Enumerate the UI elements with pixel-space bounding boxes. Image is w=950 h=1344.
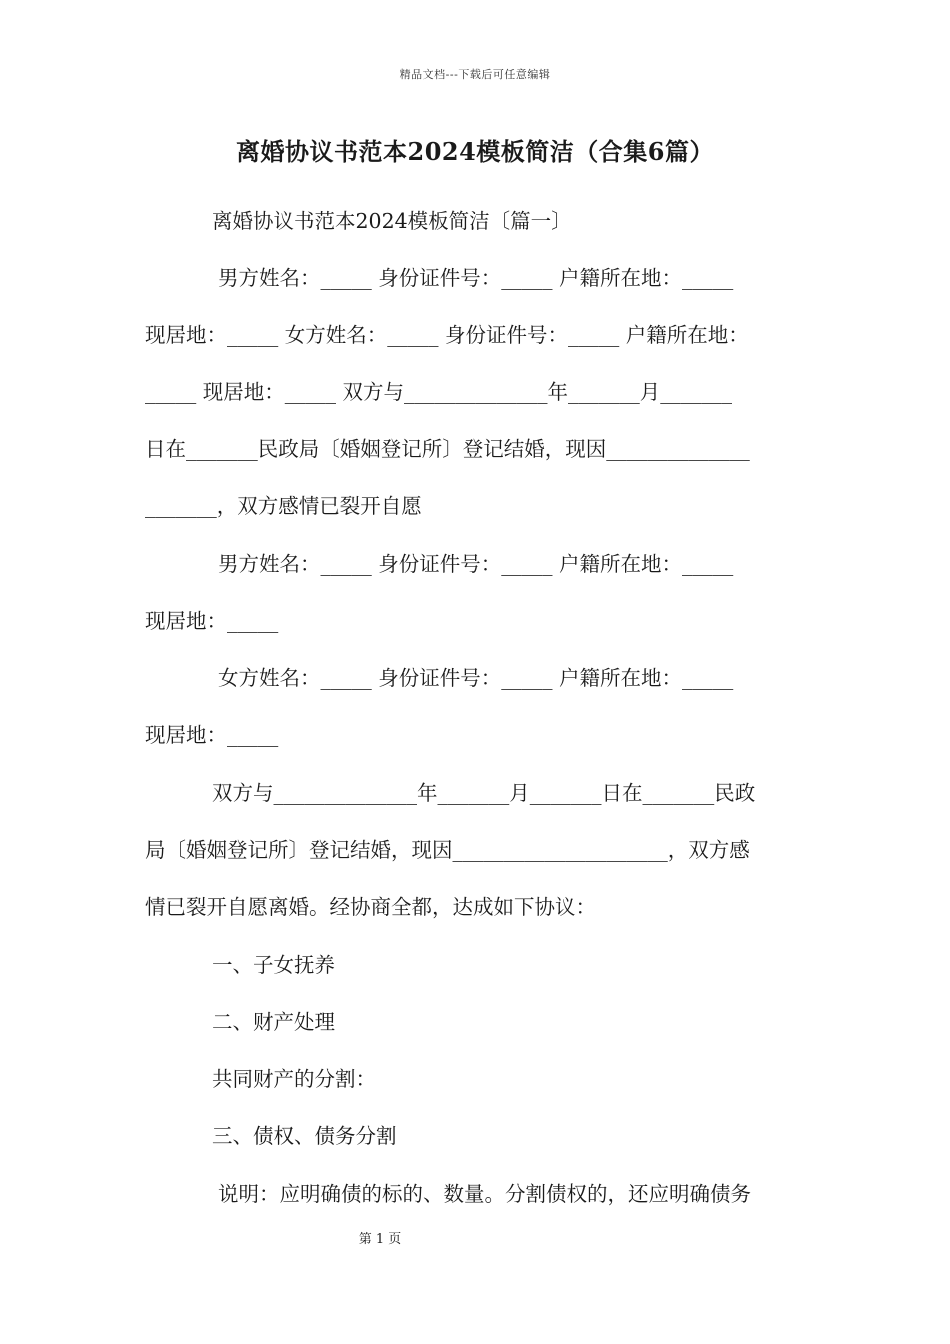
paragraph-line: _______，双方感情已裂开自愿 [145, 494, 422, 518]
paragraph-line: 现居地：_____ [145, 723, 279, 747]
list-item: 三、债权、债务分割 [212, 1124, 397, 1148]
paragraph-line: 情已裂开自愿离婚。经协商全都，达成如下协议： [145, 895, 596, 919]
page-number: 第 1 页 [358, 1232, 402, 1247]
list-item: 一、子女抚养 [212, 953, 335, 977]
section-heading: 离婚协议书范本2024模板简洁〔篇一〕 [212, 209, 572, 233]
paragraph-line: 男方姓名：_____ 身份证件号：_____ 户籍所在地：_____ [218, 552, 734, 576]
paragraph-line: 女方姓名：_____ 身份证件号：_____ 户籍所在地：_____ [218, 666, 734, 690]
paragraph-line: 男方姓名：_____ 身份证件号：_____ 户籍所在地：_____ [218, 266, 734, 290]
paragraph-line: 日在_______民政局〔婚姻登记所〕登记结婚，现因______________ [145, 437, 750, 461]
paragraph-line: 双方与______________年_______月_______日在_______民政 [212, 781, 756, 805]
paragraph-line: 共同财产的分割： [212, 1067, 376, 1091]
paragraph-line: 说明：应明确债的标的、数量。分割债权的，还应明确债务 [218, 1182, 751, 1206]
list-item: 二、财产处理 [212, 1010, 335, 1034]
paragraph-line: 现居地：_____ 女方姓名：_____ 身份证件号：_____ 户籍所在地： [145, 323, 749, 347]
page-title: 离婚协议书范本2024模板简洁（合集6篇） [236, 137, 714, 166]
paragraph-line: 局〔婚姻登记所〕登记结婚，现因_____________________，双方感 [145, 838, 750, 862]
header-note: 精品文档---下载后可任意编辑 [399, 68, 551, 81]
paragraph-line: _____ 现居地：_____ 双方与______________年_______月_______ [145, 380, 733, 404]
paragraph-line: 现居地：_____ [145, 609, 279, 633]
